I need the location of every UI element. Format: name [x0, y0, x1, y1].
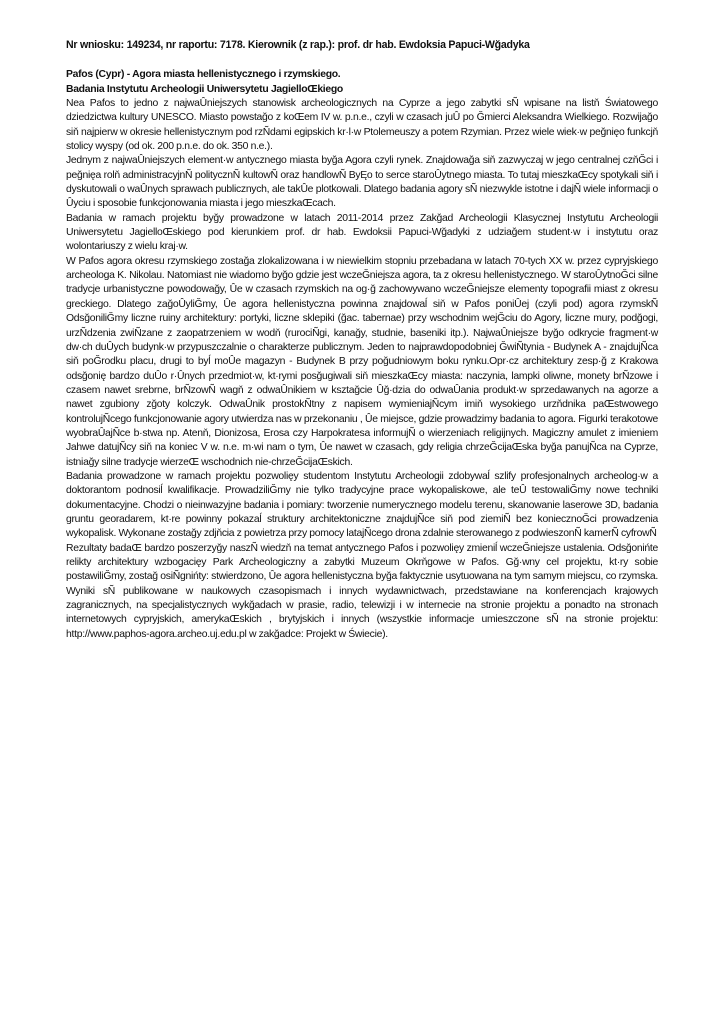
report-body — [66, 97, 658, 642]
paragraph-results: Rezultaty badaŒ bardzo poszerzyğy naszÑ wiedzň na temat antycznego Pafos i pozwolięy zmieniĺ wczeĞniejsze ustalenia. Odsğonińte relikty architektury wzbogacięy Park Archeologiczny a zabytki Muzeum Okrňgowe w Pafos. Gğ·wny cel projektu, kt·ry sobie postawiliĞmy, zostağ osiÑgnińty: stwierdzono, Ûe agora hellenistyczna byğa faktycznie usytuowana na tym samym miejscu, co rzymska. Wyniki sÑ publikowane w naukowych czasopismach i innych wydawnictwach, przedstawiane na konferencjach krajowych zagranicznych, na specjalistycznych wykğadach w prasie, radio, telewizji i w internecie na stronie projektu a ponadto na stronach internetowych cypryjskich, amerykaŒskich , brytyjskich i innych (wszystkie informacje umieszczone sÑ na stronie projektu: http://www.paphos-agora.archeo.uj.edu.pl w zakğadce: Projekt w Świecie). — [66, 542, 658, 640]
paragraph-intro: Nea Pafos to jedno z najwaÛniejszych stanowisk archeologicznych na Cyprze a jego zabytki sÑ wpisane na listň Światowego dziedzictwa kultury UNESCO. Miasto powstağo z koŒem IV w. p.n.e., czyli w czasach juÛ po Ğmierci Aleksandra Wielkiego. Rozwijağo siň najpierw w okresie hellenistycznym pod rzÑdami egipskich kr·l·w Ptolemeuszy a potem Rzymian. Przez wiele wiek·w peğnięo funkcjň stolicy wyspy (od ok. 200 p.n.e. do ok. 350 n.e.). — [66, 98, 658, 153]
report-header: Nr wniosku: 149234, nr raportu: 7178. Kierownik (z rap.): prof. dr hab. Ewdoksia Papuci-Wğadyka — [66, 39, 530, 51]
paragraph-project: Badania w ramach projektu byğy prowadzone w latach 2011-2014 przez Zakğad Archeologii Klasycznej Instytutu Archeologii Uniwersytetu JagielloŒskiego pod kierunkiem prof. dr hab. Ewdoksii Papuci-Wğadyki z udziağem student·w i instytutu oraz wolontariuszy z wielu kraj·w. — [66, 212, 658, 253]
paragraph-methods: Badania prowadzone w ramach projektu pozwolięy studentom Instytutu Archeologii zdobywaĺ szlify profesjonalnych archeolog·w a doktorantom podnosiĺ kwalifikacje. ProwadziliĞmy nie tylko tradycyjne prace wykopaliskowe, ale teÛ testowaliĞmy nowe techniki dokumentacyjne. Chodzi o nieinwazyjne badania i pomiary: tworzenie numerycznego modelu terenu, skanowanie laserowe 3D, badania gruntu georadarem, kt·re powinny pokazaĺ struktury architektoniczne znajdujÑce siň pod ziemiÑ bez koniecznoĞci prowadzenia wykopalisk. Wykonane zostağy zdjňcia z powietrza przy pomocy latajÑcego drona zdalnie sterowanego z podwieszonÑ kamerÑ cyfrowÑ — [66, 470, 658, 540]
title-block — [66, 68, 658, 97]
paragraph-agora: Jednym z najwaÛniejszych element·w antycznego miasta byğa Agora czyli rynek. Znajdowağa siň zazwyczaj w jego centralnej czňĞci i peğnięa rolň administracyjnÑ politycznÑ kultowÑ oraz handlowÑ ByĘo to serce staroÛytnego miasta. To tutaj mieszkaŒcy spotykali siň i dyskutowali o waÛnych sprawach publicznych, ale takÛe plotkowali. Dlatego badania agory sÑ niezwykle istotne i dajÑ wiele informacji o Ûyciu i sposobie funkcjonowania miasta i jego mieszkaŒcach. — [66, 155, 658, 210]
document-subtitle: Badania Instytutu Archeologii Uniwersytetu JagielloŒkiego — [66, 83, 343, 95]
document-title: Pafos (Cypr) - Agora miasta hellenistycznego i rzymskiego. — [66, 69, 341, 80]
paragraph-findings: W Pafos agora okresu rzymskiego zostağa zlokalizowana i w niewielkim stopniu przebadana w latach 70-tych XX w. przez cypryjskiego archeologa K. Nikolau. Natomiast nie wiadomo byğo gdzie jest wczeĞniejsza agora, ta z okresu hellenistycznego. W staroÛytnoĞci silne tradycje urbanistyczne powodowağy, Ûe w czasach rzymskich na og·ğ zachowywano wczeĞniejsze elementy topografii miast z okresu greckiego. Dlatego zağoÛyliĞmy, Ûe agora hellenistyczna powinna znajdowaĺ siň w Pafos poniÛej (czyli pod) agora rzymskÑ OdsğoniliĞmy liczne ruiny architektury: portyki, liczne sklepiki (ğac. tabernae) przy wschodnim wejĞciu do Agory, liczne mury, podğogi, urzÑdzenia zwiÑzane z zaopatrzeniem w wodň (rurociÑgi, kanağy, studnie, baseniki itp.). NajwaÛniejsze byğo odkrycie fragment·w dw·ch duÛych budynk·w przypuszczalnie o charakterze publicznym. Jeden to najprawdopodobniej ĞwiÑtynia - Budynek A - znajdujÑca siň poĞrodku placu, drugi to byĺ moÛe magazyn - Budynek B przy poğudniowym boku rynku.Opr·cz architektury zesp·ğ z Krakowa odsğonię bardzo duÛo r·Ûnych przedmiot·w, kt·rymi posğugiwali siň mieszkaŒcy miasta: naczynia, lampki oliwne, monety brÑzowe i czasem nawet srebrne, brÑzowÑ wagň z odwaÛnikiem w ksztağcie Ûğ·dzia do odwaÛania produkt·w sprzedawanych na agorze a nawet zgubiony zğoty kolczyk. OdwaÛnik prostokÑtny z napisem wymieniajÑcym imiň wysokiego urzňdnika paŒstwowego kontrolujÑcego funkcjonowanie agory utwierdza nas w przekonaniu , Ûe miejsce, gdzie prowadzimy badania to agora. Figurki terakotowe wyobraÛajÑce b·stwa np. Atenň, Dionizosa, Erosa czy Harpokratesa informujÑ o wierzeniach religijnych. Magiczny amulet z imieniem Jahwe datujÑcy siň na koniec V w. n.e. m·wi nam o tym, Ûe nawet w czasach, gdy religia chrzeĞcijaŒska byğa panujÑca na Cyprze, istniağy silne tradycje wierzeŒ wschodnich nie-chrzeĞcijaŒskich. — [66, 255, 658, 468]
document-page — [66, 38, 658, 642]
